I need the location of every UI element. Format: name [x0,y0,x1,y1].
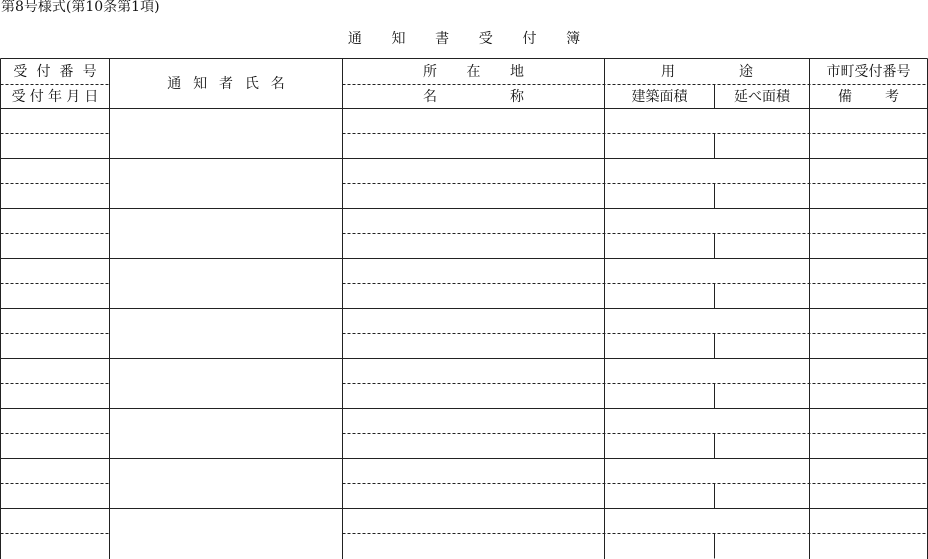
table-row [0,458,928,508]
table-row [0,508,928,558]
table-row [0,158,928,208]
header-location-char: 地 [510,63,524,80]
header-location [343,59,604,84]
table-row [0,258,928,308]
header-remarks-char: 考 [885,88,899,105]
header-location-char: 所 [423,63,437,80]
form-number-label: 第8号様式(第10条第1項) [1,0,160,15]
header-name-char: 名 [423,88,437,105]
table-row [0,208,928,258]
header-location-char: 在 [466,63,481,80]
table-row [0,308,928,358]
header-receipt-number [1,59,109,84]
header-receipt-date-text: 受付年月日 [11,88,103,105]
header-usage-char: 用 [661,63,675,80]
header-building-area: 建築面積 [631,88,688,105]
header-receipt-date [1,85,109,108]
header-city-receipt-number: 市町受付番号 [826,63,911,80]
header-name [343,85,604,108]
header-remarks-char: 備 [838,88,852,105]
header-usage [605,59,809,84]
header-name-char: 称 [510,88,524,105]
table-row [0,358,928,408]
document-title: 通 知 書 受 付 簿 [347,31,593,47]
table-row [0,108,928,158]
header-remarks [810,85,927,108]
header-usage-char: 途 [739,63,753,80]
table-row [0,408,928,458]
header-receipt-number-text: 受付番号 [13,63,106,80]
header-notifier-name-text: 通知者氏名 [167,75,297,92]
header-total-floor-area: 延べ面積 [734,88,790,105]
header-notifier-name [110,59,342,108]
